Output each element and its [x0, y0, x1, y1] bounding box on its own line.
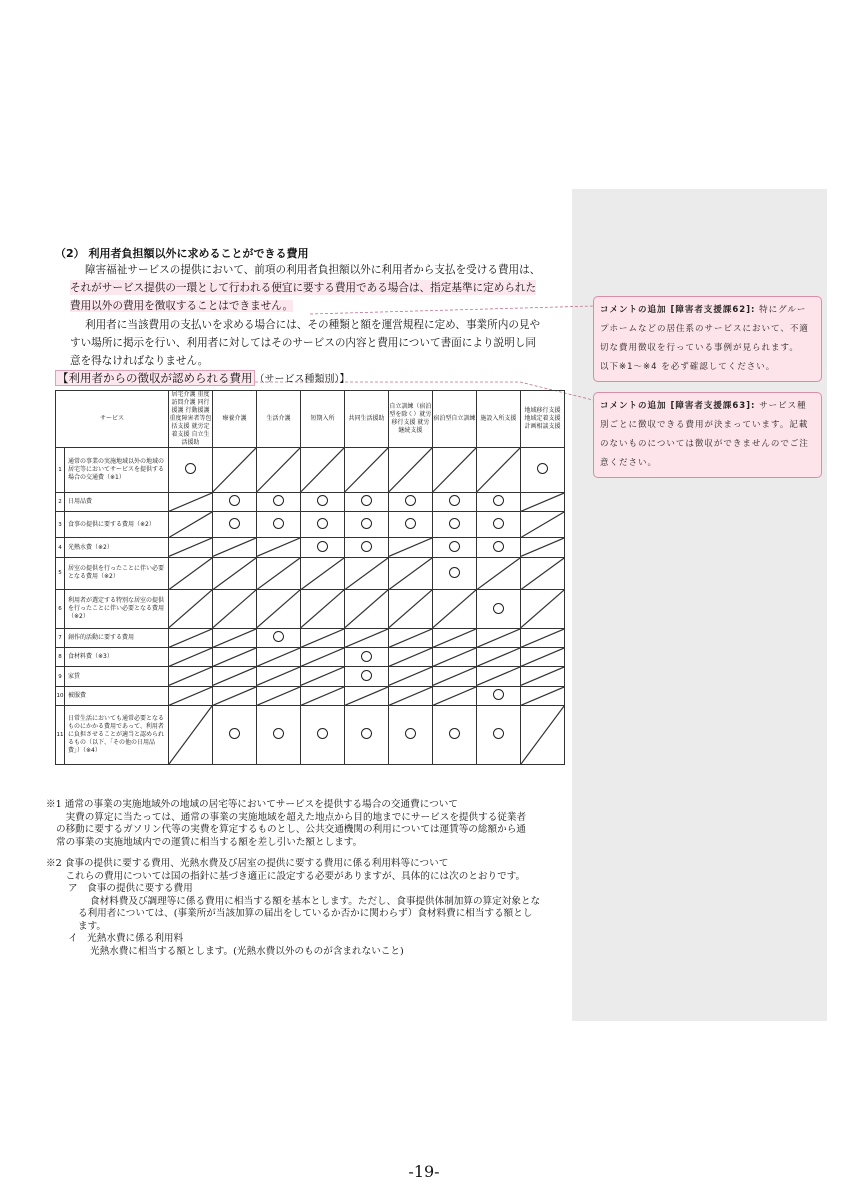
diagonal-slash-icon	[213, 538, 256, 556]
circle-icon	[273, 728, 284, 739]
circle-icon	[317, 495, 328, 506]
circle-icon	[229, 728, 240, 739]
allowed-mark-icon	[256, 512, 300, 538]
col-header: 短期入所	[300, 391, 344, 448]
table-row	[56, 590, 565, 629]
not-applicable-cell	[300, 686, 344, 705]
diagonal-slash-icon	[213, 448, 256, 492]
circle-icon	[493, 728, 504, 739]
row-number: 2	[56, 492, 65, 511]
diagonal-slash-icon	[169, 512, 212, 537]
not-applicable-cell	[169, 557, 213, 590]
diagonal-slash-icon	[433, 648, 476, 666]
row-label: 光熱水費（※2）	[65, 538, 169, 557]
not-applicable-cell	[213, 557, 257, 590]
not-applicable-cell	[520, 628, 564, 647]
allowed-mark-icon	[388, 705, 432, 764]
circle-icon	[449, 518, 460, 529]
circle-icon	[317, 728, 328, 739]
not-applicable-cell	[520, 492, 564, 511]
circle-icon	[273, 495, 284, 506]
table-row	[56, 667, 565, 686]
diagonal-slash-icon	[169, 667, 212, 685]
note-2-a1: 食材料費及び調理等に係る費用に相当する額を基本とします。ただし、食事提供体制加算の算定対象とな	[90, 895, 541, 907]
circle-icon	[493, 541, 504, 552]
diagonal-slash-icon	[257, 558, 300, 590]
diagonal-slash-icon	[521, 687, 564, 705]
col-header: 施設入所支援	[476, 391, 520, 448]
row-number: 7	[56, 628, 65, 647]
table-row	[56, 557, 565, 590]
diagonal-slash-icon	[345, 629, 388, 647]
not-applicable-cell	[300, 590, 344, 629]
diagonal-slash-icon	[521, 667, 564, 685]
diagonal-slash-icon	[213, 648, 256, 666]
not-applicable-cell	[256, 538, 300, 557]
table-row	[56, 628, 565, 647]
diagonal-slash-icon	[301, 667, 344, 685]
circle-icon	[405, 728, 416, 739]
diagonal-slash-icon	[257, 538, 300, 556]
table-header-row	[56, 391, 565, 448]
note-1	[46, 799, 566, 849]
diagonal-slash-icon	[477, 629, 520, 647]
table-row	[56, 448, 565, 493]
row-number: 4	[56, 538, 65, 557]
not-applicable-cell	[169, 538, 213, 557]
diagonal-slash-icon	[301, 629, 344, 647]
circle-icon	[361, 728, 372, 739]
circle-icon	[537, 463, 548, 474]
not-applicable-cell	[300, 628, 344, 647]
comment-62-text: 特にグループホームなどの居住系のサービスにおいて、不適切な費用徴収を行っている事例が見られます。	[600, 305, 809, 353]
col-header: 地域移行支援 地域定着支援 計画相談支援	[520, 391, 564, 448]
row-label: 被服費	[65, 686, 169, 705]
diagonal-slash-icon	[213, 667, 256, 685]
allowed-mark-icon	[432, 492, 476, 511]
not-applicable-cell	[476, 557, 520, 590]
diagonal-slash-icon	[477, 648, 520, 666]
circle-icon	[273, 631, 284, 642]
comment-63-prefix: コメントの追加 [障害者支援課63]:	[600, 401, 756, 411]
not-applicable-cell	[388, 667, 432, 686]
row-number: 1	[56, 448, 65, 493]
diagonal-slash-icon	[389, 667, 432, 685]
note-2-a3: ます。	[78, 920, 107, 932]
row-number: 10	[56, 686, 65, 705]
not-applicable-cell	[388, 686, 432, 705]
row-label: 家賃	[65, 667, 169, 686]
allowed-mark-icon	[476, 686, 520, 705]
not-applicable-cell	[520, 590, 564, 629]
connector-62	[310, 306, 593, 314]
not-applicable-cell	[432, 686, 476, 705]
circle-icon	[405, 495, 416, 506]
diagonal-slash-icon	[389, 538, 432, 556]
page-number: -19-	[408, 1162, 440, 1181]
diagonal-slash-icon	[433, 629, 476, 647]
diagonal-slash-icon	[389, 558, 432, 590]
para2-line3: 意を得なければなりません。	[70, 355, 209, 367]
allowed-mark-icon	[344, 492, 388, 511]
diagonal-slash-icon	[389, 648, 432, 666]
row-number: 5	[56, 557, 65, 590]
allowed-mark-icon	[213, 492, 257, 511]
not-applicable-cell	[388, 648, 432, 667]
diagonal-slash-icon	[169, 538, 212, 556]
not-applicable-cell	[344, 590, 388, 629]
not-applicable-cell	[476, 448, 520, 493]
comment-62[interactable]	[593, 296, 822, 382]
note-1-line1: 実費の算定に当たっては、通常の事業の実施地域を超えた地点から目的地までにサービスを提供する従業者	[56, 811, 527, 823]
not-applicable-cell	[344, 686, 388, 705]
diagonal-slash-icon	[345, 687, 388, 705]
not-applicable-cell	[388, 628, 432, 647]
allowed-mark-icon	[256, 492, 300, 511]
diagonal-slash-icon	[477, 667, 520, 685]
allowed-mark-icon	[169, 448, 213, 493]
col-header: 居宅介護 重度訪問介護 同行援護 行動援護 重度障害者等包括支援 就労定着支援 自立生活援助	[169, 391, 212, 446]
circle-icon	[449, 541, 460, 552]
row-label: 食事の提供に要する費用（※2）	[65, 512, 169, 538]
comment-62-text2: 以下※1～※4 を必ず確認してください。	[600, 362, 776, 372]
para1-line2: それがサービス提供の一環として行われる便宜に要する費用である場合は、指定基準に定められた	[70, 282, 537, 294]
diagonal-slash-icon	[345, 448, 388, 492]
not-applicable-cell	[169, 667, 213, 686]
circle-icon	[405, 518, 416, 529]
not-applicable-cell	[520, 705, 564, 764]
allowed-mark-icon	[344, 512, 388, 538]
row-label: 創作的活動に要する費用	[65, 628, 169, 647]
table-row	[56, 705, 565, 764]
para1-line3: 費用以外の費用を徴収することはできません。	[70, 300, 294, 312]
diagonal-slash-icon	[301, 687, 344, 705]
diagonal-slash-icon	[477, 448, 520, 492]
circle-icon	[185, 463, 196, 474]
not-applicable-cell	[213, 448, 257, 493]
diagonal-slash-icon	[521, 538, 564, 556]
note-2-line1: これらの費用については国の指針に基づき適正に設定する必要がありますが、具体的には次のとおりです。	[56, 870, 526, 882]
diagonal-slash-icon	[301, 448, 344, 492]
diagonal-slash-icon	[169, 558, 212, 590]
allowed-mark-icon	[213, 512, 257, 538]
diagonal-slash-icon	[257, 448, 300, 492]
not-applicable-cell	[169, 590, 213, 629]
diagonal-slash-icon	[301, 648, 344, 666]
not-applicable-cell	[256, 557, 300, 590]
col-header: 共同生活援助	[344, 391, 388, 448]
circle-icon	[361, 541, 372, 552]
allowed-mark-icon	[344, 648, 388, 667]
not-applicable-cell	[169, 512, 213, 538]
not-applicable-cell	[256, 448, 300, 493]
circle-icon	[449, 567, 460, 578]
not-applicable-cell	[169, 686, 213, 705]
note-1-line2: の移動に要するガソリン代等の実費を算定するものとし、公共交通機関の利用については運賃等の総額から通	[56, 824, 526, 835]
comment-62-prefix: コメントの追加 [障害者支援課62]:	[600, 305, 756, 315]
para2-line2: すい場所に掲示を行い、利用者に対してはそのサービスの内容と費用について書面により説明し同	[70, 337, 536, 349]
diagonal-slash-icon	[213, 629, 256, 647]
col-header: 療養介護	[213, 391, 257, 448]
diagonal-slash-icon	[389, 590, 432, 628]
circle-icon	[361, 518, 372, 529]
not-applicable-cell	[256, 686, 300, 705]
row-number: 6	[56, 590, 65, 629]
row-number: 11	[56, 705, 65, 764]
row-label: 利用者が選定する特別な居室の提供を行ったことに伴い必要となる費用（※2）	[65, 590, 169, 629]
comment-63-text: サービス種別ごとに徴収できる費用が決まっています。記載のないものについては徴収ができませんのでご注意ください。	[600, 401, 809, 468]
col-header: 生活介護	[256, 391, 300, 448]
allowed-mark-icon	[432, 538, 476, 557]
diagonal-slash-icon	[389, 687, 432, 705]
diagonal-slash-icon	[521, 493, 564, 511]
diagonal-slash-icon	[169, 648, 212, 666]
table-row	[56, 648, 565, 667]
diagonal-slash-icon	[169, 687, 212, 705]
circle-icon	[361, 670, 372, 681]
table-title	[55, 370, 350, 386]
circle-icon	[493, 495, 504, 506]
diagonal-slash-icon	[301, 558, 344, 590]
table-row	[56, 686, 565, 705]
circle-icon	[493, 689, 504, 700]
allowed-mark-icon	[432, 557, 476, 590]
diagonal-slash-icon	[477, 558, 520, 590]
not-applicable-cell	[388, 557, 432, 590]
circle-icon	[317, 541, 328, 552]
not-applicable-cell	[169, 705, 213, 764]
diagonal-slash-icon	[433, 667, 476, 685]
allowed-mark-icon	[476, 512, 520, 538]
note-2-b: イ 光熱水費に係る利用料	[68, 933, 184, 944]
not-applicable-cell	[300, 448, 344, 493]
not-applicable-cell	[169, 492, 213, 511]
diagonal-slash-icon	[213, 558, 256, 590]
not-applicable-cell	[169, 628, 213, 647]
diagonal-slash-icon	[169, 493, 212, 511]
not-applicable-cell	[388, 448, 432, 493]
diagonal-slash-icon	[521, 512, 564, 537]
not-applicable-cell	[300, 667, 344, 686]
fee-table	[55, 390, 565, 765]
circle-icon	[449, 495, 460, 506]
diagonal-slash-icon	[389, 448, 432, 492]
diagonal-slash-icon	[389, 629, 432, 647]
diagonal-slash-icon	[521, 648, 564, 666]
not-applicable-cell	[213, 538, 257, 557]
circle-icon	[317, 518, 328, 529]
diagonal-slash-icon	[521, 590, 564, 628]
not-applicable-cell	[388, 538, 432, 557]
table-row	[56, 538, 565, 557]
allowed-mark-icon	[476, 590, 520, 629]
not-applicable-cell	[432, 590, 476, 629]
not-applicable-cell	[520, 667, 564, 686]
not-applicable-cell	[256, 667, 300, 686]
diagonal-slash-icon	[301, 590, 344, 628]
col-header: 宿泊型自立訓練	[432, 391, 476, 448]
table-row	[56, 492, 565, 511]
circle-icon	[361, 651, 372, 662]
allowed-mark-icon	[300, 512, 344, 538]
row-label: 居室の提供を行ったことに伴い必要となる費用（※2）	[65, 557, 169, 590]
row-number: 3	[56, 512, 65, 538]
allowed-mark-icon	[388, 492, 432, 511]
allowed-mark-icon	[388, 512, 432, 538]
circle-icon	[273, 518, 284, 529]
diagonal-slash-icon	[257, 590, 300, 628]
not-applicable-cell	[476, 628, 520, 647]
not-applicable-cell	[520, 648, 564, 667]
not-applicable-cell	[300, 648, 344, 667]
not-applicable-cell	[432, 667, 476, 686]
table-row	[56, 512, 565, 538]
row-number: 8	[56, 648, 65, 667]
section-heading: （2） 利用者負担額以外に求めることができる費用	[55, 247, 309, 260]
allowed-mark-icon	[476, 705, 520, 764]
diagonal-slash-icon	[257, 648, 300, 666]
table-title-main: 【利用者からの徴収が認められる費用	[57, 371, 253, 385]
note-2	[46, 858, 566, 958]
row-label: 通常の事業の実施地域以外の地域の居宅等においてサービスを提供する場合の交通費（※1）	[65, 448, 169, 493]
not-applicable-cell	[432, 648, 476, 667]
not-applicable-cell	[476, 667, 520, 686]
not-applicable-cell	[520, 538, 564, 557]
note-2-a: ア 食事の提供に要する費用	[68, 883, 193, 894]
not-applicable-cell	[256, 590, 300, 629]
circle-icon	[493, 518, 504, 529]
diagonal-slash-icon	[345, 590, 388, 628]
not-applicable-cell	[256, 648, 300, 667]
note-2-title: ※2 食事の提供に要する費用、光熱水費及び居室の提供に要する費用に係る利用料等について	[46, 858, 449, 869]
allowed-mark-icon	[213, 705, 257, 764]
diagonal-slash-icon	[169, 706, 212, 764]
allowed-mark-icon	[344, 667, 388, 686]
col-header: 自立訓練（宿泊型を除く）就労移行支援 就労継続支援	[388, 391, 432, 448]
not-applicable-cell	[344, 448, 388, 493]
allowed-mark-icon	[520, 448, 564, 493]
diagonal-slash-icon	[257, 687, 300, 705]
note-1-title: ※1 通常の事業の実施地域外の地域の居宅等においてサービスを提供する場合の交通費について	[46, 799, 458, 810]
note-2-b1: 光熱水費に相当する額とします。(光熱水費以外のものが含まれないこと)	[90, 945, 404, 957]
allowed-mark-icon	[344, 705, 388, 764]
note-1-line3: 常の事業の実施地域内での運賃に相当する額を差し引いた額とします。	[56, 836, 363, 848]
para1-line1: 障害福祉サービスの提供において、前項の利用者負担額以外に利用者から支払を受ける費用は、	[85, 264, 541, 276]
not-applicable-cell	[344, 628, 388, 647]
diagonal-slash-icon	[433, 687, 476, 705]
allowed-mark-icon	[432, 705, 476, 764]
allowed-mark-icon	[432, 512, 476, 538]
allowed-mark-icon	[256, 628, 300, 647]
not-applicable-cell	[432, 628, 476, 647]
allowed-mark-icon	[256, 705, 300, 764]
para2-line1: 利用者に当該費用の支払いを求める場合には、その種類と額を運営規程に定め、事業所内の見や	[85, 319, 541, 331]
row-label: 日常生活においても通常必要となるものにかかる費用であって、利用者に負担させることが適当と認められるもの（以下、「その他の日用品費」）（※4）	[65, 705, 169, 764]
allowed-mark-icon	[300, 538, 344, 557]
diagonal-slash-icon	[257, 667, 300, 685]
circle-icon	[361, 495, 372, 506]
not-applicable-cell	[300, 557, 344, 590]
diagonal-slash-icon	[521, 706, 564, 764]
not-applicable-cell	[213, 667, 257, 686]
not-applicable-cell	[213, 648, 257, 667]
diagonal-slash-icon	[169, 590, 212, 628]
not-applicable-cell	[213, 590, 257, 629]
not-applicable-cell	[169, 648, 213, 667]
circle-icon	[229, 495, 240, 506]
not-applicable-cell	[213, 686, 257, 705]
allowed-mark-icon	[300, 492, 344, 511]
allowed-mark-icon	[476, 538, 520, 557]
allowed-mark-icon	[476, 492, 520, 511]
not-applicable-cell	[388, 590, 432, 629]
table-title-suffix: （サービス種類別）】	[254, 374, 350, 385]
allowed-mark-icon	[300, 705, 344, 764]
diagonal-slash-icon	[433, 448, 476, 492]
circle-icon	[493, 603, 504, 614]
comment-63[interactable]	[593, 392, 822, 478]
diagonal-slash-icon	[345, 558, 388, 590]
circle-icon	[449, 728, 460, 739]
not-applicable-cell	[520, 686, 564, 705]
row-label: 日用品費	[65, 492, 169, 511]
row-label: 食材料費（※3）	[65, 648, 169, 667]
note-2-a2: る利用者については、(事業所が当該加算の届出をしているか否かに関わらず）食材料費に相当する額とし	[78, 908, 533, 919]
diagonal-slash-icon	[213, 687, 256, 705]
diagonal-slash-icon	[521, 558, 564, 590]
diagonal-slash-icon	[213, 590, 256, 628]
not-applicable-cell	[520, 557, 564, 590]
not-applicable-cell	[344, 557, 388, 590]
not-applicable-cell	[476, 648, 520, 667]
not-applicable-cell	[520, 512, 564, 538]
row-number: 9	[56, 667, 65, 686]
diagonal-slash-icon	[521, 629, 564, 647]
header-service: サービス	[56, 391, 169, 448]
diagonal-slash-icon	[433, 590, 476, 628]
not-applicable-cell	[213, 628, 257, 647]
circle-icon	[229, 518, 240, 529]
not-applicable-cell	[432, 448, 476, 493]
allowed-mark-icon	[344, 538, 388, 557]
diagonal-slash-icon	[169, 629, 212, 647]
